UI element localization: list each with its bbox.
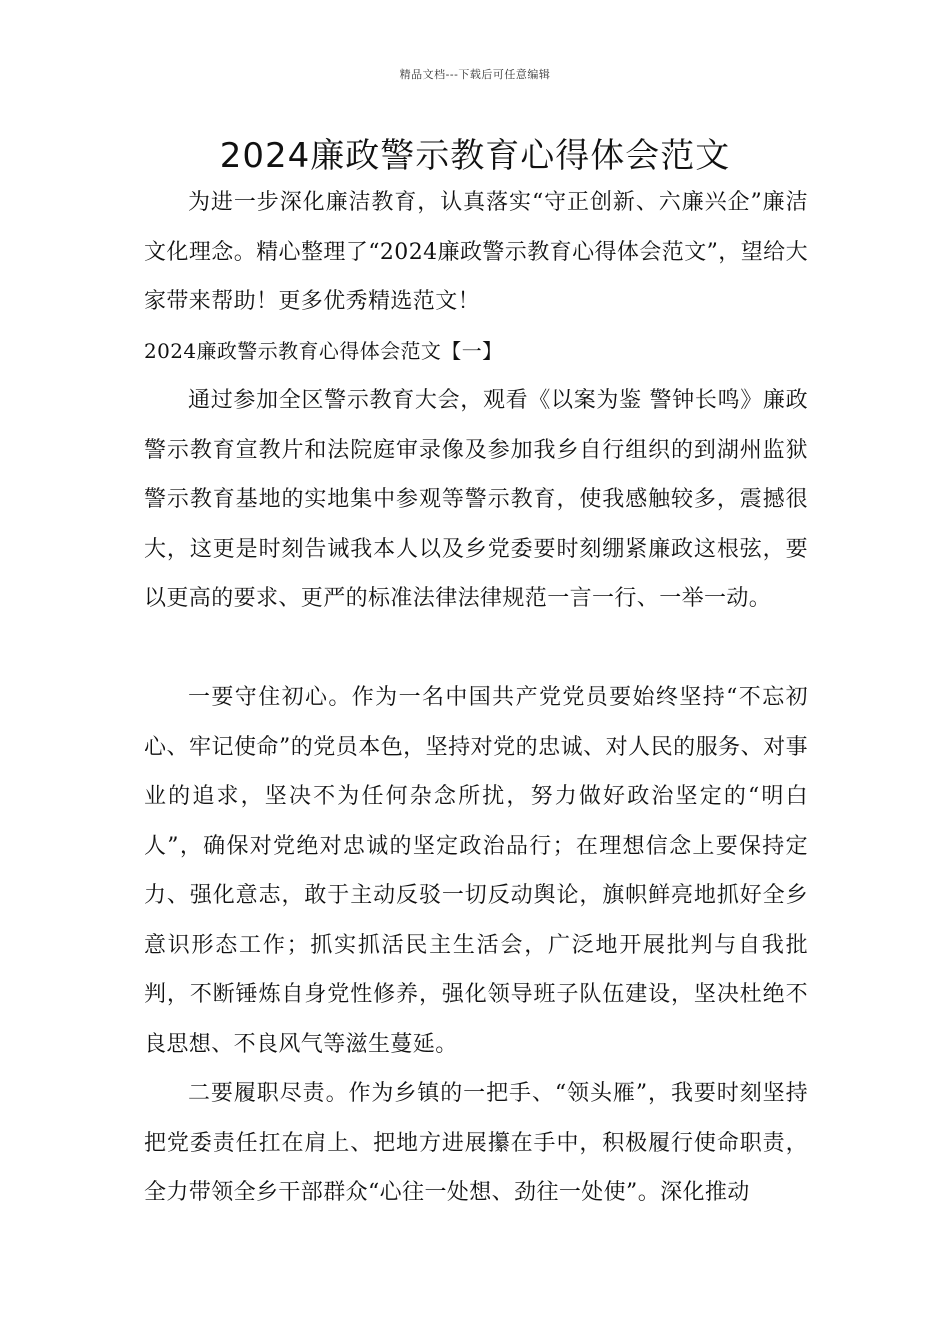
- body-paragraph-3: 二要履职尽责。作为乡镇的一把手、“领头雁”，我要时刻坚持把党委责任扛在肩上、把地方进展攥在手中，积极履行使命职责，全力带领全乡干部群众“心往一处想、劲往一处使”。深化推动: [144, 1081, 808, 1205]
- document-body: [144, 178, 808, 1218]
- body-paragraph-1: 通过参加全区警示教育大会，观看《以案为鉴 警钟长鸣》廉政警示教育宣教片和法院庭审录像及参加我乡自行组织的到湖州监狱警示教育基地的实地集中参观等警示教育，使我感触较多，震撼很大，这更是时刻告诫我本人以及乡党委要时刻绷紧廉政这根弦，要以更高的要求、更严的标准法律法律规范一言一行、一举一动。: [144, 388, 808, 611]
- intro-paragraph: 为进一步深化廉洁教育，认真落实“守正创新、六廉兴企”廉洁文化理念。精心整理了“2024廉政警示教育心得体会范文”，望给大家带来帮助！更多优秀精选范文！: [144, 190, 808, 314]
- header-note: 精品文档---下载后可任意编辑: [399, 68, 551, 81]
- document-title: 2024廉政警示教育心得体会范文: [219, 136, 731, 176]
- paragraph-gap: [144, 624, 808, 674]
- body-paragraph-2: 一要守住初心。作为一名中国共产党党员要始终坚持“不忘初心、牢记使命”的党员本色，坚持对党的忠诚、对人民的服务、对事业的追求，坚决不为任何杂念所扰，努力做好政治坚定的“明白人”，确保对党绝对忠诚的坚定政治品行；在理想信念上要保持定力、强化意志，敢于主动反驳一切反动舆论，旗帜鲜亮地抓好全乡意识形态工作；抓实抓活民主生活会，广泛地开展批判与自我批判，不断锤炼自身党性修养，强化领导班子队伍建设，坚决杜绝不良思想、不良风气等滋生蔓延。: [144, 685, 808, 1057]
- section-heading: 2024廉政警示教育心得体会范文【一】: [144, 338, 503, 363]
